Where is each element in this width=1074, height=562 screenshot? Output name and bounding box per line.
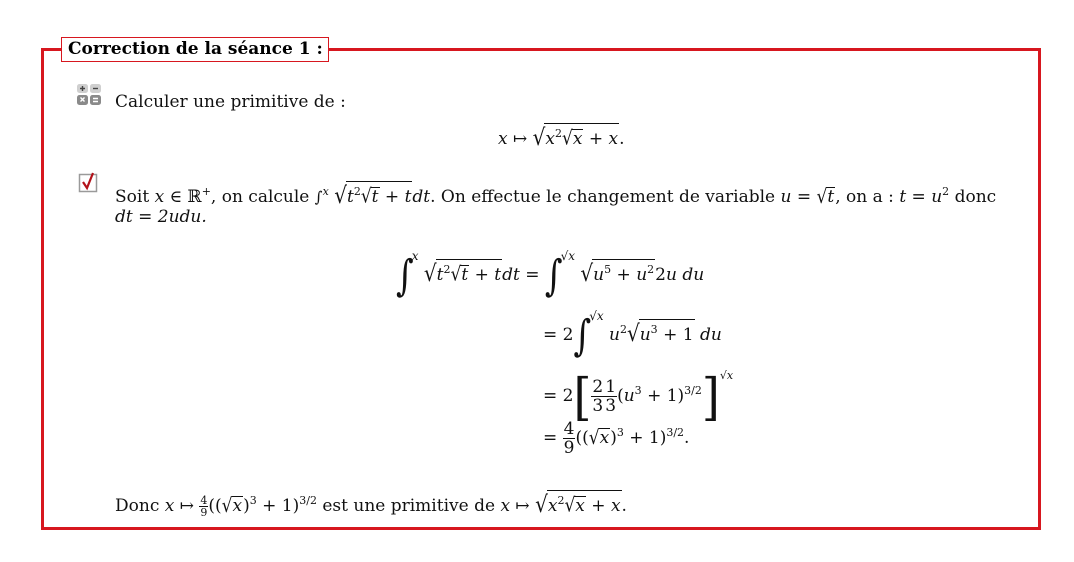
derivation-line-1: ∫$^x$ $√t^2√t$ + tdt = ∫$^{√x}$ $√u^5 + u^22u$ du	[396, 249, 705, 301]
section-title: Correction de la séance 1 :	[61, 37, 329, 62]
derivation-line-2: = 2∫$^{√x}$ $u^2√u^3 + 1$ du	[543, 309, 722, 361]
solution-line2: dt = 2udu.	[115, 207, 207, 227]
solution-intro: Soit x ∈ ℝ+, on calcule ∫$^x$ $√t^2√t$ + tdt. On effectue le changement de variable u = √t, on a : $t = u^2$ donc	[115, 181, 997, 209]
exercise-statement: Calculer une primitive de :	[115, 92, 346, 112]
checkbox-icon	[78, 171, 100, 193]
derivation-line-4: = $\frac{4}{9}$ $((√x)^3 + 1)^{3/2}$.	[543, 419, 690, 458]
derivation-line-3: = 2[ $\frac{2}{3}$ $\frac{1}{3}$ $(u^3 + 1)^{3/2}]^{√x}$	[543, 366, 734, 427]
correction-frame	[41, 48, 1041, 530]
exercise-function: x ↦ $√x^2√x + x$.	[498, 123, 625, 151]
conclusion: Donc x ↦ $\frac{4}{9}$ $((√x)^3 + 1)^{3/2}$ est une primitive de x ↦ $√x^2√x + x$.	[115, 490, 627, 519]
calculator-icon	[76, 83, 102, 106]
